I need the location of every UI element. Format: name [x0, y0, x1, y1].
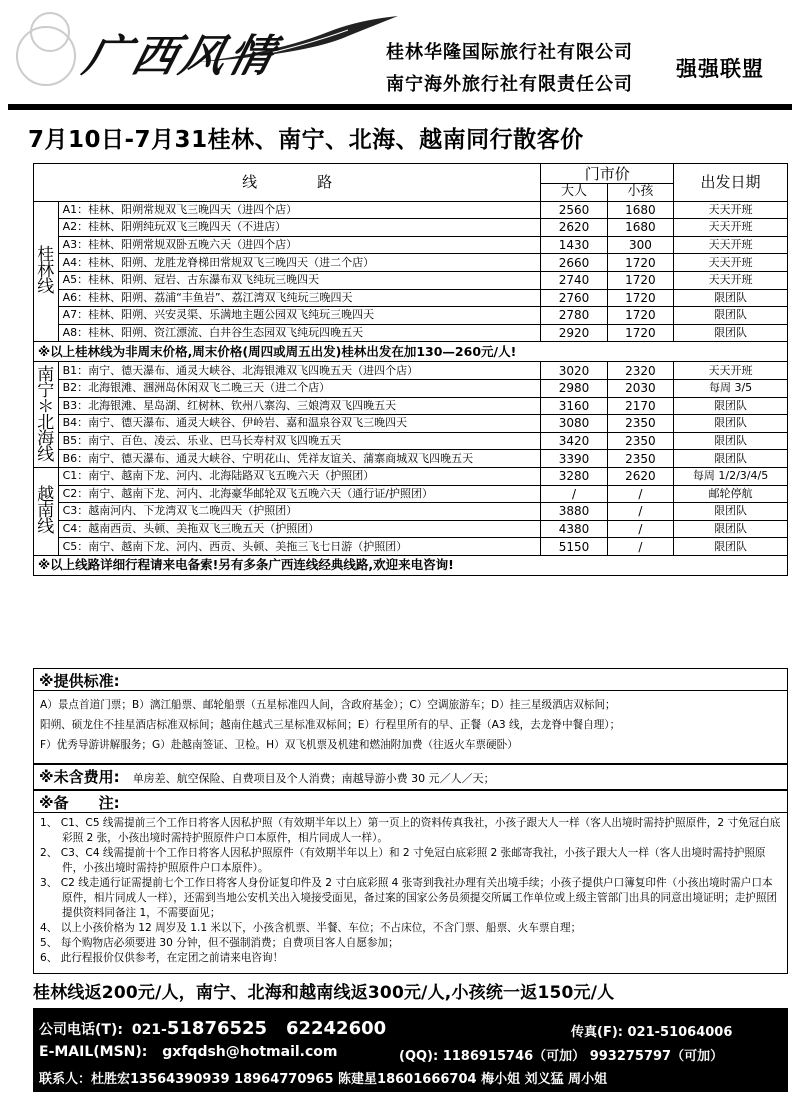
child-price: 2320: [607, 362, 673, 380]
child-price: 1720: [607, 289, 673, 307]
alliance-text: 强强联盟: [676, 57, 764, 81]
route-name: B5：南宁、百色、凌云、乐业、巴马长寿村双飞四晚五天: [58, 432, 541, 450]
adult-price: 3280: [541, 467, 607, 485]
route-name: B3：北海银滩、星岛湖、红树林、钦州八寨沟、三娘湾双飞四晚五天: [58, 397, 541, 415]
departure-date: 限团队: [674, 520, 788, 538]
route-row: [34, 219, 788, 237]
adult-price: 2760: [541, 289, 607, 307]
adult-price: 2780: [541, 307, 607, 325]
child-price: 2030: [607, 379, 673, 397]
qq-numbers: (QQ): 1186915746（可加） 993275797（可加）: [399, 1049, 724, 1064]
phone-number-2: 62242600: [285, 1018, 387, 1039]
remark-item: 2、 C3、C4 线需提前十个工作日将客人因私护照原件（有效期半年以上）和 2 寸免冠白底彩照 2 张邮寄我社，小孩子跟大人一样（客人出境时需持护照原件，小孩出境时需持护照原件户口本原件）。: [40, 847, 766, 874]
route-row: [34, 450, 788, 468]
route-row: [34, 397, 788, 415]
child-price: 1720: [607, 271, 673, 289]
logo-text: 广西风情: [78, 31, 284, 82]
adult-price: 5150: [541, 538, 607, 556]
child-price: 1680: [607, 219, 673, 237]
departure-date: 限团队: [674, 415, 788, 433]
adult-price: 2620: [541, 219, 607, 237]
child-price: 1680: [607, 201, 673, 219]
adult-price: 3420: [541, 432, 607, 450]
standards-line: 阳朔、硕龙住不挂星酒店标准双标间；越南住越式三星标准双标间；E）行程里所有的早、正餐（A3 线，去龙脊中餐自理）；: [40, 719, 621, 731]
route-row: [34, 485, 788, 503]
rebate-text: 桂林线返200元/人，南宁、北海和越南线返300元/人,小孩统一返150元/人: [33, 983, 615, 1003]
adult-price: 3160: [541, 397, 607, 415]
email-label: E-MAIL(MSN):: [39, 1044, 148, 1060]
route-name: C5：南宁、越南下龙、河内、西贡、头顿、美拖三飞七日游（护照团）: [58, 538, 541, 556]
route-row: [34, 538, 788, 556]
route-name: A5：桂林、阳朔、冠岩、古东瀑布双飞纯玩三晚四天: [58, 271, 541, 289]
col-header-child: 小孩: [607, 184, 673, 202]
phone-prefix: 021-: [131, 1022, 167, 1038]
route-name: B1：南宁、德天瀑布、通灵大峡谷、北海银滩双飞四晚五天（进四个店）: [58, 362, 541, 380]
departure-date: 限团队: [674, 432, 788, 450]
phone-number-1: 51876525: [166, 1018, 268, 1039]
standards-line: F）优秀导游讲解服务；G）赴越南签证、卫检。H）双飞机票及机建和燃油附加费（往返火车票硬卧）: [40, 739, 518, 751]
child-price: 2170: [607, 397, 673, 415]
contact-people: 联系人：杜胜宏13564390939 18964770965 陈建星18601666704 梅小姐 刘义猛 周小姐: [39, 1072, 608, 1087]
header: [8, 8, 792, 113]
adult-price: /: [541, 485, 607, 503]
child-price: 1720: [607, 324, 673, 342]
phone-label: 公司电话(T):: [39, 1022, 123, 1038]
route-row: [34, 503, 788, 521]
remarks-section: [33, 790, 788, 974]
company-name-1: 桂林华隆国际旅行社有限公司: [386, 42, 633, 63]
route-name: A2：桂林、阳朔纯玩双飞三晚四天（不进店）: [58, 219, 541, 237]
route-row: [34, 307, 788, 325]
route-name: C2：南宁、越南下龙、河内、北海豪华邮轮双飞五晚六天（通行证/护照团）: [58, 485, 541, 503]
company-name-2: 南宁海外旅行社有限责任公司: [386, 74, 633, 95]
route-row: [34, 271, 788, 289]
route-row: [34, 236, 788, 254]
excluded-section: [33, 764, 788, 790]
departure-date: 每周 3/5: [674, 379, 788, 397]
route-name: A4：桂林、阳朔、龙胜龙脊梯田常规双飞三晚四天（进二个店）: [58, 254, 541, 272]
departure-date: 每周 1/2/3/4/5: [674, 467, 788, 485]
header-divider: [8, 104, 792, 110]
departure-date: 天天开班: [674, 271, 788, 289]
standards-line: A）景点首道门票；B）漓江船票、邮轮船票（五星标准四人间，含政府基金）；C）空调旅游车；D）挂三星级酒店双标间；: [40, 699, 616, 711]
departure-date: 限团队: [674, 289, 788, 307]
route-row: [34, 254, 788, 272]
route-name: A1：桂林、阳朔常规双飞三晚四天（进四个店）: [58, 201, 541, 219]
flyer-page: [8, 8, 792, 1092]
adult-price: 3390: [541, 450, 607, 468]
adult-price: 3020: [541, 362, 607, 380]
section-note: ※以上线路详细行程请来电备索!另有多条广西连线经典线路,欢迎来电咨询!: [34, 555, 788, 575]
standards-section: [33, 668, 788, 764]
child-price: 1720: [607, 307, 673, 325]
swirl-decoration: [30, 12, 70, 52]
route-name: A3：桂林、阳朔常规双卧五晚六天（进四个店）: [58, 236, 541, 254]
excluded-heading: ※未含费用:: [39, 768, 120, 786]
fax-number: 传真(F): 021-51064006: [571, 1025, 733, 1040]
route-row: [34, 362, 788, 380]
departure-date: 天天开班: [674, 219, 788, 237]
child-price: 300: [607, 236, 673, 254]
route-name: C4：越南西贡、头顿、美拖双飞三晚五天（护照团）: [58, 520, 541, 538]
page-title: 7月10日-7月31桂林、南宁、北海、越南同行散客价: [28, 127, 584, 153]
route-name: B6：南宁、德天瀑布、通灵大峡谷、宁明花山、凭祥友谊关、蒲寨商城双飞四晚五天: [58, 450, 541, 468]
region-label-vietnam: 越南线: [34, 467, 59, 555]
child-price: 2350: [607, 432, 673, 450]
departure-date: 天天开班: [674, 236, 788, 254]
departure-date: 限团队: [674, 503, 788, 521]
remark-item: 5、 每个购物店必须要进 30 分钟，但不强制消费；自费项目客人自愿参加；: [40, 937, 399, 949]
col-header-price: 门市价: [541, 164, 674, 184]
route-row: [34, 289, 788, 307]
child-price: /: [607, 538, 673, 556]
child-price: /: [607, 503, 673, 521]
route-row: [34, 467, 788, 485]
remark-item: 1、 C1、C5 线需提前三个工作日将客人因私护照（有效期半年以上）第一页上的资料传真我社，小孩子跟大人一样（客人出境时需持护照原件，2 寸免冠白底彩照 2 张，小孩出境时需持护照原件户口本原件，相片同成人一样）。: [40, 817, 781, 844]
adult-price: 1430: [541, 236, 607, 254]
email-address: gxfqdsh@hotmail.com: [162, 1044, 338, 1060]
child-price: 1720: [607, 254, 673, 272]
departure-date: 限团队: [674, 324, 788, 342]
route-name: A8：桂林、阳朔、资江漂流、白井谷生态园双飞纯玩四晚五天: [58, 324, 541, 342]
adult-price: 3080: [541, 415, 607, 433]
price-table: [33, 163, 788, 576]
contact-bar: [33, 1008, 788, 1092]
route-name: B4：南宁、德天瀑布、通灵大峡谷、伊岭岩、嘉和温泉谷双飞三晚四天: [58, 415, 541, 433]
route-row: [34, 324, 788, 342]
adult-price: 3880: [541, 503, 607, 521]
child-price: 2350: [607, 450, 673, 468]
departure-date: 邮轮停航: [674, 485, 788, 503]
child-price: 2350: [607, 415, 673, 433]
adult-price: 2920: [541, 324, 607, 342]
route-row: [34, 415, 788, 433]
departure-date: 限团队: [674, 307, 788, 325]
child-price: /: [607, 520, 673, 538]
col-header-date: 出发日期: [674, 164, 788, 202]
remark-item: 4、 以上小孩价格为 12 周岁及 1.1 米以下，小孩含机票、半餐、车位；不占床位，不含门票、船票、火车票自理；: [40, 922, 582, 934]
route-name: A6：桂林、阳朔、荔浦“丰鱼岩”、荔江湾双飞纯玩三晚四天: [58, 289, 541, 307]
departure-date: 限团队: [674, 538, 788, 556]
region-label-nanning: 南宁＊北海线: [34, 362, 59, 468]
route-row: [34, 201, 788, 219]
departure-date: 天天开班: [674, 362, 788, 380]
child-price: 2620: [607, 467, 673, 485]
adult-price: 2560: [541, 201, 607, 219]
adult-price: 2660: [541, 254, 607, 272]
remarks-heading: ※备 注:: [34, 791, 787, 813]
section-note: ※以上桂林线为非周末价格,周末价格(周四或周五出发)桂林出发在加130—260元/人!: [34, 342, 788, 362]
standards-heading: ※提供标准:: [34, 669, 787, 691]
route-name: C1：南宁、越南下龙、河内、北海陆路双飞五晚六天（护照团）: [58, 467, 541, 485]
departure-date: 限团队: [674, 397, 788, 415]
adult-price: 4380: [541, 520, 607, 538]
remark-item: 6、 此行程报价仅供参考，在定团之前请来电咨询！: [40, 952, 284, 964]
adult-price: 2980: [541, 379, 607, 397]
col-header-route: 线 路: [34, 164, 541, 202]
route-name: C3：越南河内、下龙湾双飞二晚四天（护照团）: [58, 503, 541, 521]
departure-date: 天天开班: [674, 201, 788, 219]
departure-date: 天天开班: [674, 254, 788, 272]
route-name: B2：北海银滩、涠洲岛休闲双飞二晚三天（进二个店）: [58, 379, 541, 397]
region-label-guilin: 桂林线: [34, 201, 59, 342]
route-row: [34, 520, 788, 538]
excluded-text: 单房差、航空保险、自费项目及个人消费；南越导游小费 30 元／人／天；: [132, 772, 495, 785]
departure-date: 限团队: [674, 450, 788, 468]
child-price: /: [607, 485, 673, 503]
route-row: [34, 379, 788, 397]
col-header-adult: 大人: [541, 184, 607, 202]
adult-price: 2740: [541, 271, 607, 289]
remark-item: 3、 C2 线走通行证需提前七个工作日将客人身份证复印件及 2 寸白底彩照 4 张寄到我社办理有关出境手续；小孩子提供户口簿复印件（小孩出境时需户口本原件，相片同成人一样），还需到当地公安机关出入境接受面见，备过案的国家公务员须提交所属工作单位或上级主管部门出具的同意出境证明；走护照团提供资料同备注 1，不需要面见；: [40, 877, 778, 919]
route-name: A7：桂林、阳朔、兴安灵渠、乐满地主题公园双飞纯玩三晚四天: [58, 307, 541, 325]
route-row: [34, 432, 788, 450]
